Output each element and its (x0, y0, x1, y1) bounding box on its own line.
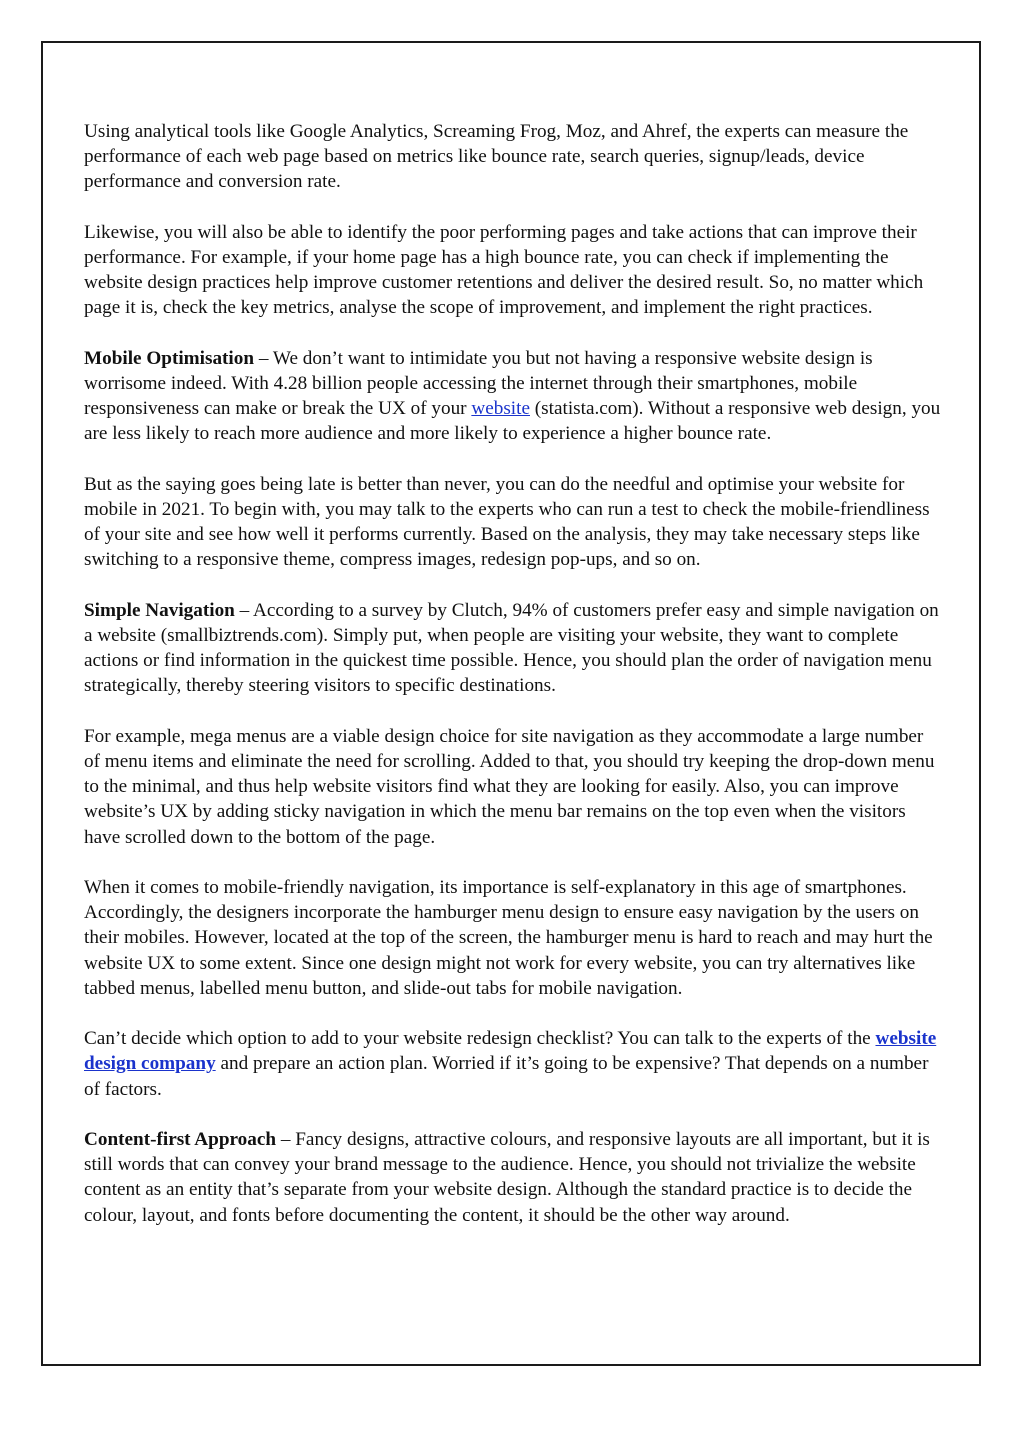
mobile-optimisation-text-after: (statista.com). Without a responsive web design, you are less likely to reach more audience and more likely to experience a higher bounce rate. (84, 398, 941, 445)
website-design-company-link[interactable]: website design company (84, 1028, 937, 1075)
paragraph-mobile-navigation: When it comes to mobile-friendly navigation, its importance is self-explanatory in this age of smartphones. Accordingly, the designers incorporate the hamburger menu design to ensure easy navigation by the users on their mobiles. However, located at the top of the screen, the hamburger menu is hard to reach and may hurt the website UX to some extent. Since one design might not work for every website, you can try alternatives like tabbed menus, labelled menu button, and slide-out tabs for mobile navigation. (84, 877, 933, 999)
paragraph-content-first (84, 1127, 942, 1228)
paragraph-mega-menus: For example, mega menus are a viable design choice for site navigation as they accommodate a large number of menu items and eliminate the need for scrolling. Added to that, you should try keeping the drop-down menu to the minimal, and thus help website visitors find what they are looking for easily. Also, you can improve website’s UX by adding sticky navigation in which the menu bar remains on the top even when the visitors have scrolled down to the bottom of the page. (84, 725, 935, 848)
paragraph-optimise-for-mobile: But as the saying goes being late is better than never, you can do the needful and optimise your website for mobile in 2021. To begin with, you may talk to the experts who can run a test to check the mobile-friendliness of your site and see how well it performs currently. Based on the analysis, they may take necessary steps like switching to a responsive theme, compress images, redesign pop-ups, and so on. (84, 473, 930, 571)
heading-mobile-optimisation: Mobile Optimisation (84, 347, 255, 369)
checklist-text-after: and prepare an action plan. Worried if it’s going to be expensive? That depends on a number of factors. (84, 1053, 929, 1100)
checklist-text-before: Can’t decide which option to add to your website redesign checklist? You can talk to the experts of the (84, 1028, 876, 1050)
paragraph-redesign-checklist (84, 1026, 942, 1102)
content-first-text: – Fancy designs, attractive colours, and responsive layouts are all important, but it is still words that can convey your brand message to the audience. Hence, you should not trivialize the website content as an entity that’s separate from your website design. Although the standard practice is to decide the colour, layout, and fonts before documenting the content, it should be the other way around. (84, 1129, 930, 1226)
document-body (84, 119, 942, 1228)
website-link[interactable]: website (471, 398, 530, 420)
paragraph-poor-performing-pages: Likewise, you will also be able to identify the poor performing pages and take actions that can improve their performance. For example, if your home page has a high bounce rate, you can check if implementing the website design practices help improve customer retentions and deliver the desired result. So, no matter which page it is, check the key metrics, analyse the scope of improvement, and implement the right practices. (84, 221, 924, 319)
heading-simple-navigation: Simple Navigation (84, 599, 235, 621)
heading-content-first: Content-first Approach (84, 1129, 277, 1150)
simple-navigation-text: – According to a survey by Clutch, 94% of customers prefer easy and simple navigation on a website (smallbiztrends.com). Simply put, when people are visiting your website, they want to complete actions or find information in the quickest time possible. Hence, you should plan the order of navigation menu strategically, thereby steering visitors to specific destinations. (84, 599, 939, 697)
paragraph-analytics-tools: Using analytical tools like Google Analytics, Screaming Frog, Moz, and Ahref, the experts can measure the performance of each web page based on metrics like bounce rate, search queries, signup/leads, device performance and conversion rate. (84, 121, 909, 193)
paragraph-simple-navigation (84, 598, 942, 699)
mobile-optimisation-text-before: – We don’t want to intimidate you but not having a responsive website design is worrisome indeed. With 4.28 billion people accessing the internet through their smartphones, mobile responsiveness can make or break the UX of your (84, 347, 873, 420)
paragraph-mobile-optimisation (84, 346, 942, 447)
